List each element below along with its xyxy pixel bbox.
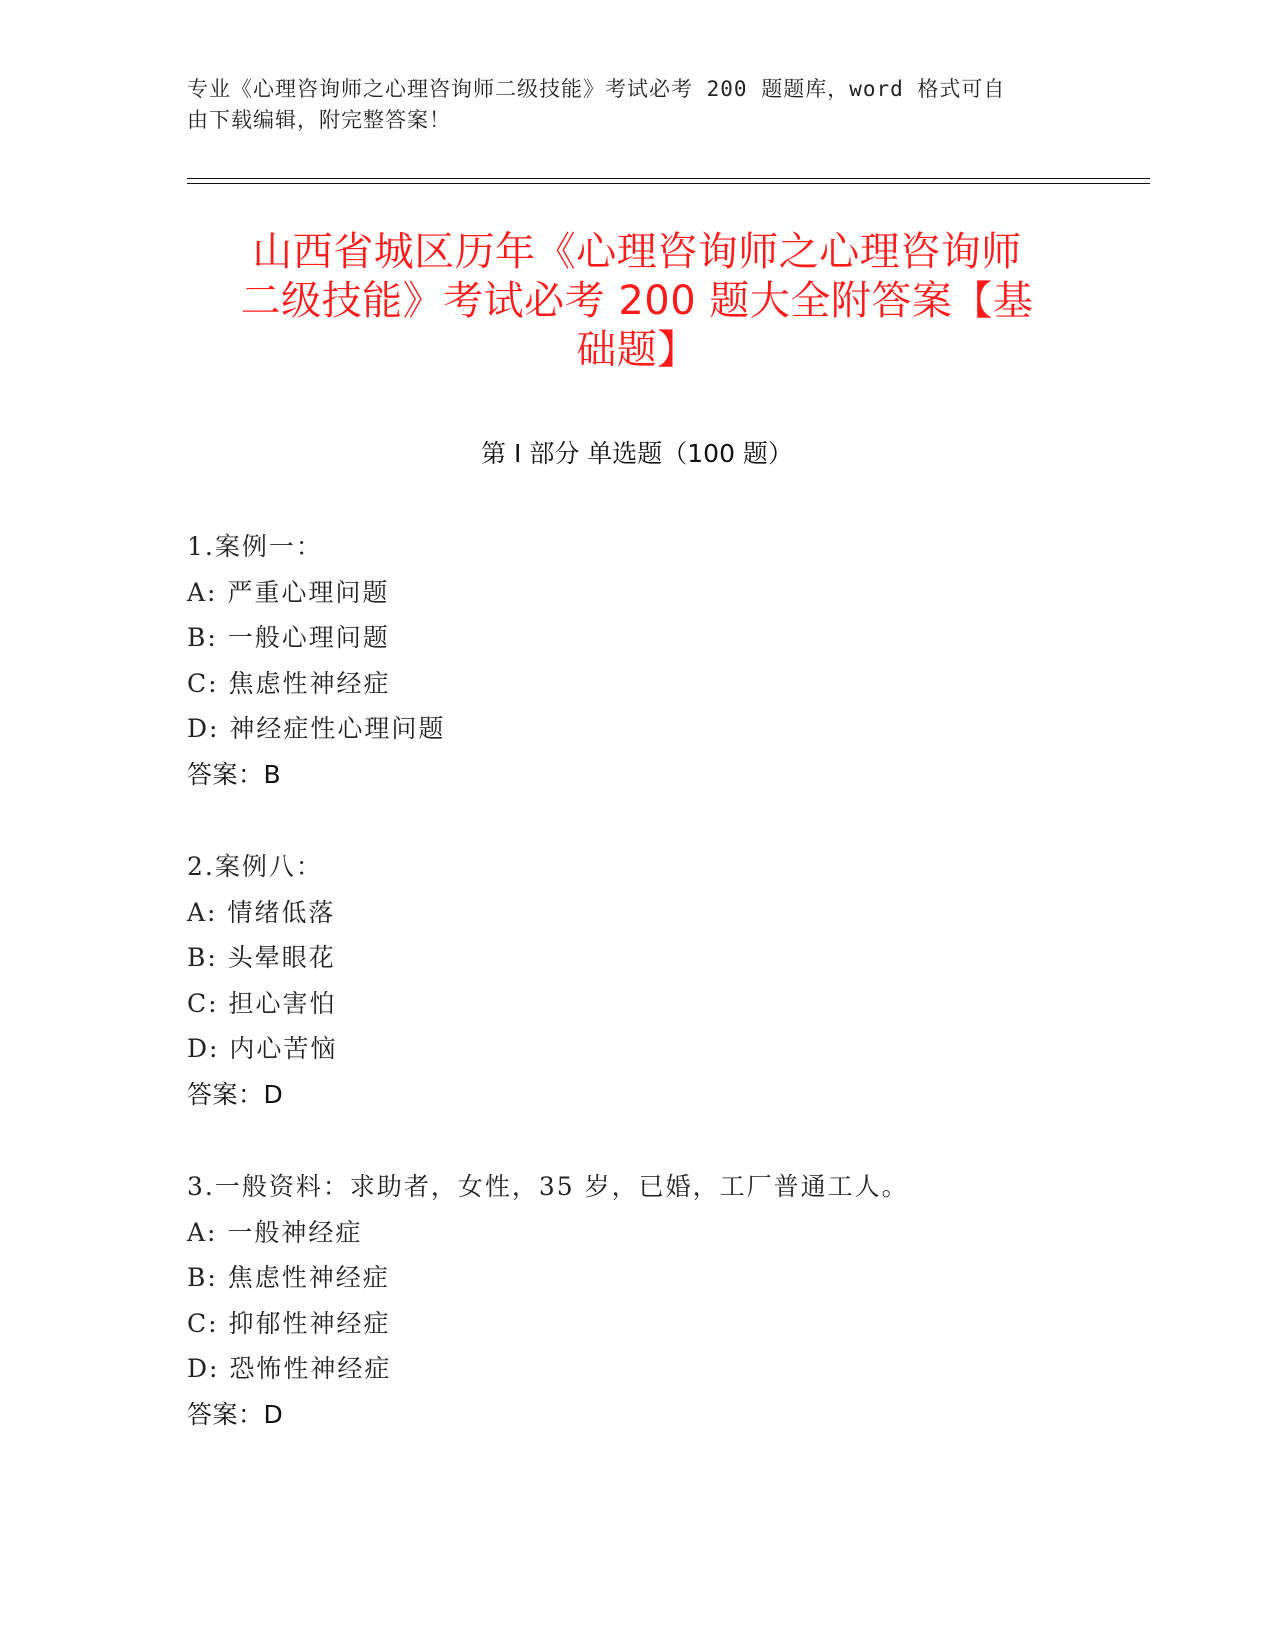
option-d: D: 内心苦恼 (187, 1034, 338, 1063)
intro-line-2: 由下载编辑，附完整答案！ (187, 108, 451, 132)
title-line-1: 山西省城区历年《心理咨询师之心理咨询师 (252, 229, 1022, 275)
question-stem: 1.案例一： (187, 532, 323, 561)
intro-text (187, 74, 1087, 136)
answer-label: 答案：D (187, 1079, 284, 1109)
option-d: D: 恐怖性神经症 (187, 1354, 392, 1383)
title-line-3: 础题】 (576, 327, 698, 373)
header-divider-top (187, 178, 1150, 179)
answer-label: 答案：D (187, 1399, 284, 1429)
option-d: D: 神经症性心理问题 (187, 714, 446, 743)
question-list (187, 524, 1147, 1484)
answer-label: 答案：B (187, 759, 282, 789)
document-title (187, 228, 1087, 375)
option-a: A: 情绪低落 (187, 897, 336, 927)
question-stem: 2.案例八： (187, 852, 323, 881)
title-line-2: 二级技能》考试必考 200 题大全附答案【基 (240, 278, 1034, 324)
header-divider-bottom (187, 183, 1150, 184)
question-item (187, 844, 1147, 1117)
option-b: B: 焦虑性神经症 (187, 1263, 390, 1292)
intro-line-1: 专业《心理咨询师之心理咨询师二级技能》考试必考 200 题题库，word 格式可自 (187, 77, 1006, 101)
question-stem: 3.一般资料：求助者，女性，35 岁，已婚，工厂普通工人。 (187, 1172, 909, 1201)
option-c: C: 焦虑性神经症 (187, 668, 391, 698)
option-c: C: 抑郁性神经症 (187, 1308, 391, 1338)
option-c: C: 担心害怕 (187, 988, 337, 1018)
option-b: B: 头晕眼花 (187, 943, 336, 972)
question-item (187, 524, 1147, 797)
section-heading: 第 I 部分 单选题（100 题） (481, 439, 793, 468)
option-a: A: 一般神经症 (187, 1217, 363, 1247)
option-a: A: 严重心理问题 (187, 577, 390, 607)
question-item (187, 1164, 1147, 1437)
option-b: B: 一般心理问题 (187, 623, 390, 652)
